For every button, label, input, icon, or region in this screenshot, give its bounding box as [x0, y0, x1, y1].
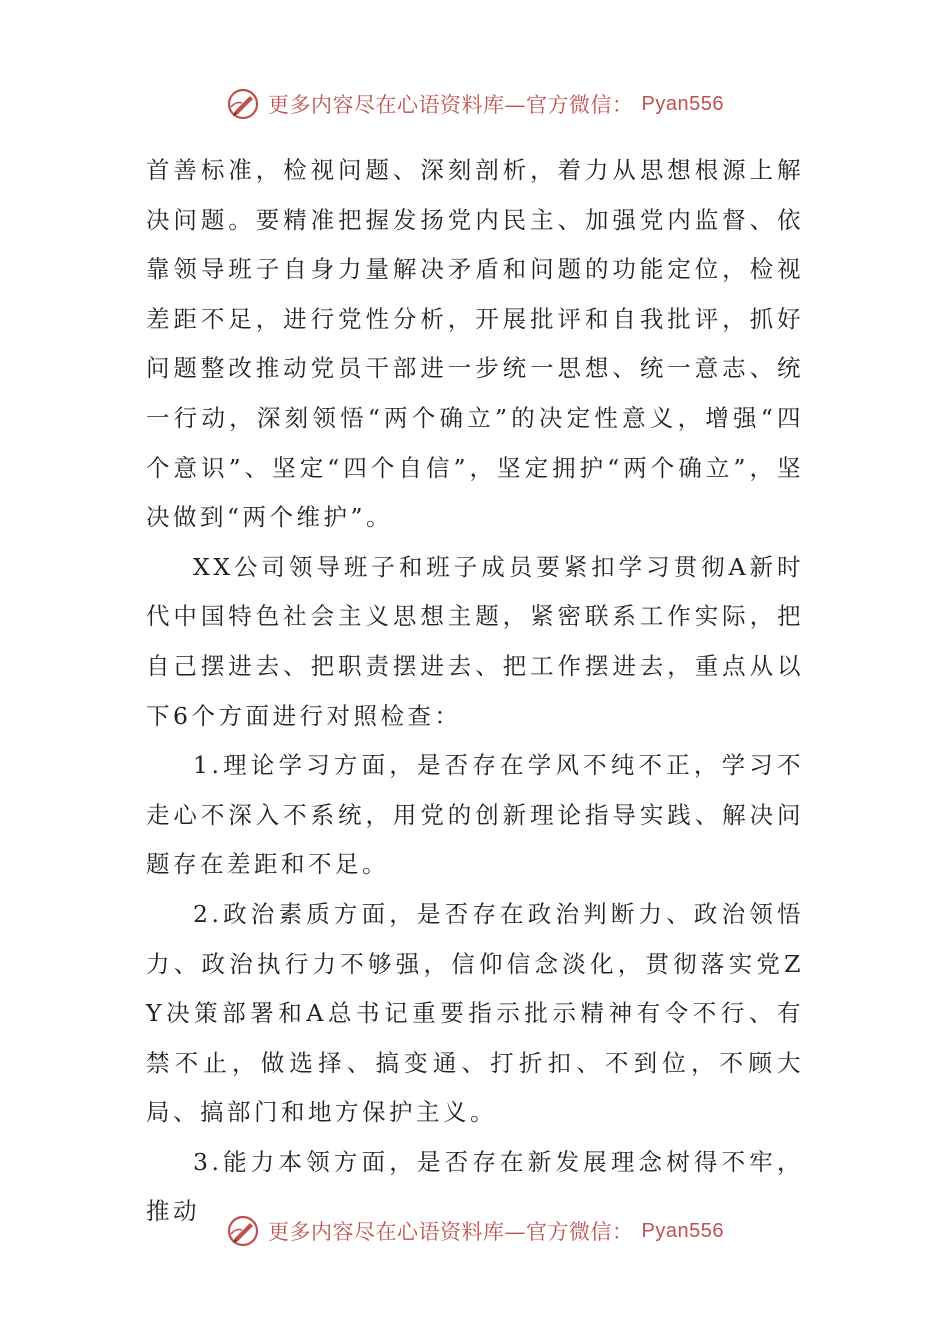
paragraph: 2.政治素质方面，是否存在政治判断力、政治领悟力、政治执行力不够强，信仰信念淡化，贯彻落实党ZY决策部署和A总书记重要指示批示精神有令不行、有禁不止，做选择、搞变通、打折扣、不到位，不顾大局、搞部门和地方保护主义。 [146, 899, 804, 1127]
header-watermark [0, 84, 950, 124]
pen-logo-icon [226, 87, 260, 121]
watermark-text: 更多内容尽在心语资料库—官方微信： [268, 1220, 634, 1244]
paragraph: 3.能力本领方面，是否存在新发展理念树得不牢，推动 [146, 1147, 804, 1226]
watermark-wechat-id: Pyan556 [641, 92, 724, 115]
watermark-text: 更多内容尽在心语资料库—官方微信： [268, 93, 634, 117]
footer-watermark [0, 1211, 950, 1251]
pen-logo-icon [226, 1214, 260, 1248]
watermark-wechat-id: Pyan556 [641, 1219, 724, 1242]
paragraph: 首善标准，检视问题、深刻剖析，着力从思想根源上解决问题。要精准把握发扬党内民主、加强党内监督、依靠领导班子自身力量解决矛盾和问题的功能定位，检视差距不足，进行党性分析，开展批评和自我批评，抓好问题整改推动党员干部进一步统一思想、统一意志、统一行动，深刻领悟“两个确立”的决定性意义，增强“四个意识”、坚定“四个自信”，坚定拥护“两个确立”，坚决做到“两个维护”。 [146, 156, 804, 532]
document-body [146, 146, 804, 1237]
paragraph: XX公司领导班子和班子成员要紧扣学习贯彻A新时代中国特色社会主义思想主题，紧密联系工作实际，把自己摆进去、把职责摆进去、把工作摆进去，重点从以下6个方面进行对照检查： [146, 552, 804, 730]
paragraph: 1.理论学习方面，是否存在学风不纯不正，学习不走心不深入不系统，用党的创新理论指导实践、解决问题存在差距和不足。 [146, 751, 804, 879]
